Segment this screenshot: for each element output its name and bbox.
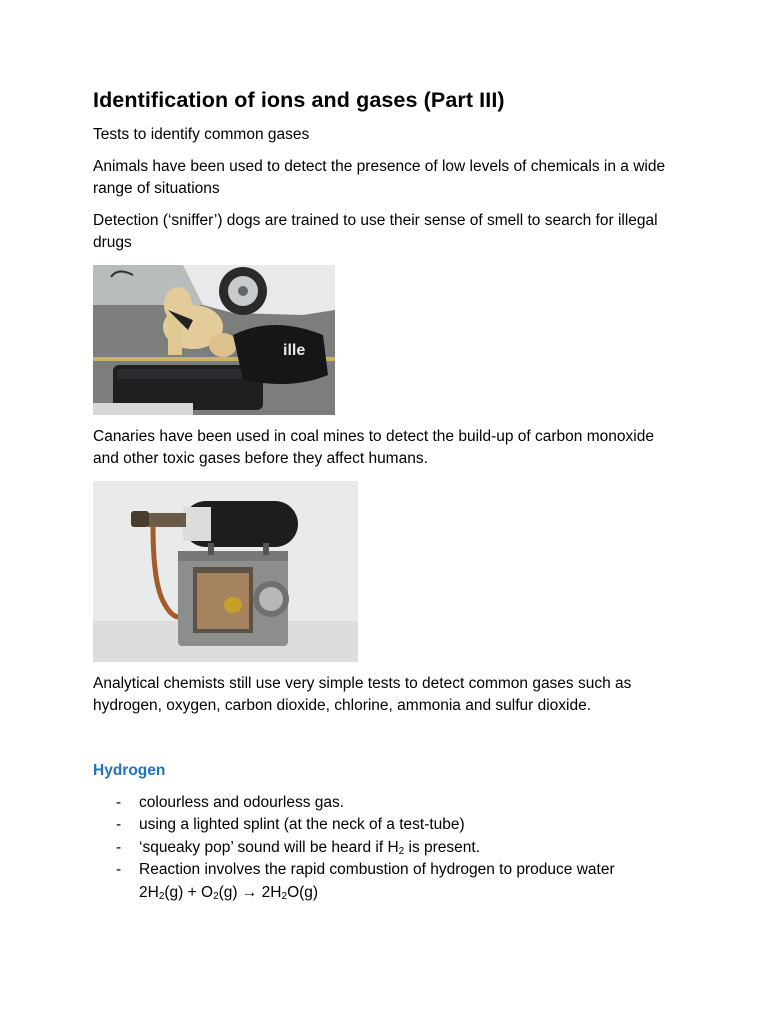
sniffer-dog-photo bbox=[93, 265, 335, 415]
paragraph-canaries: Canaries have been used in coal mines to detect the build-up of carbon monoxide and other toxic gases before they affect humans. bbox=[93, 427, 654, 467]
paragraph-sniffer-dogs: Detection (‘sniffer’) dogs are trained to use their sense of smell to search for illegal drugs bbox=[93, 211, 658, 251]
equation: $2H_2(g) + O_2(g) \to 2H_2O(g)$ bbox=[139, 883, 319, 902]
list-item bbox=[116, 792, 683, 815]
list-item-text: Reaction involves the rapid combustion of hydrogen to produce water bbox=[139, 861, 615, 878]
canary-resuscitator-photo bbox=[93, 481, 358, 662]
section-heading-hydrogen: Hydrogen bbox=[93, 761, 166, 779]
bullet-dash: - bbox=[116, 793, 122, 811]
bullet-dash: - bbox=[116, 861, 122, 878]
hydrogen-list bbox=[116, 792, 683, 905]
list-item bbox=[116, 837, 683, 860]
paragraph-animals: Animals have been used to detect the presence of low levels of chemicals in a wide range of situations bbox=[93, 157, 666, 197]
list-item-text: using a lighted splint (at the neck of a test-tube) bbox=[139, 816, 465, 833]
list-item bbox=[116, 814, 683, 837]
document-page bbox=[93, 86, 683, 904]
list-item bbox=[116, 859, 683, 904]
arrow-icon: → bbox=[241, 883, 258, 901]
list-item-text: colourless and odourless gas. bbox=[139, 793, 345, 811]
svg-text:ille: ille bbox=[283, 341, 306, 359]
bullet-dash: - bbox=[116, 816, 122, 833]
subscript: 2 bbox=[398, 845, 405, 857]
page-title: Identification of ions and gases (Part III) bbox=[93, 88, 505, 112]
paragraph-analytical-chemists: Analytical chemists still use very simple tests to detect common gases such as hydrogen, oxygen, carbon dioxide, chlorine, ammonia and sulfur dioxide. bbox=[93, 674, 632, 714]
bullet-dash: - bbox=[116, 838, 122, 856]
list-item-text: ‘squeaky pop’ sound will be heard if H bbox=[139, 838, 399, 856]
subtitle: Tests to identify common gases bbox=[93, 126, 310, 143]
list-item-text-tail: is present. bbox=[404, 838, 481, 856]
